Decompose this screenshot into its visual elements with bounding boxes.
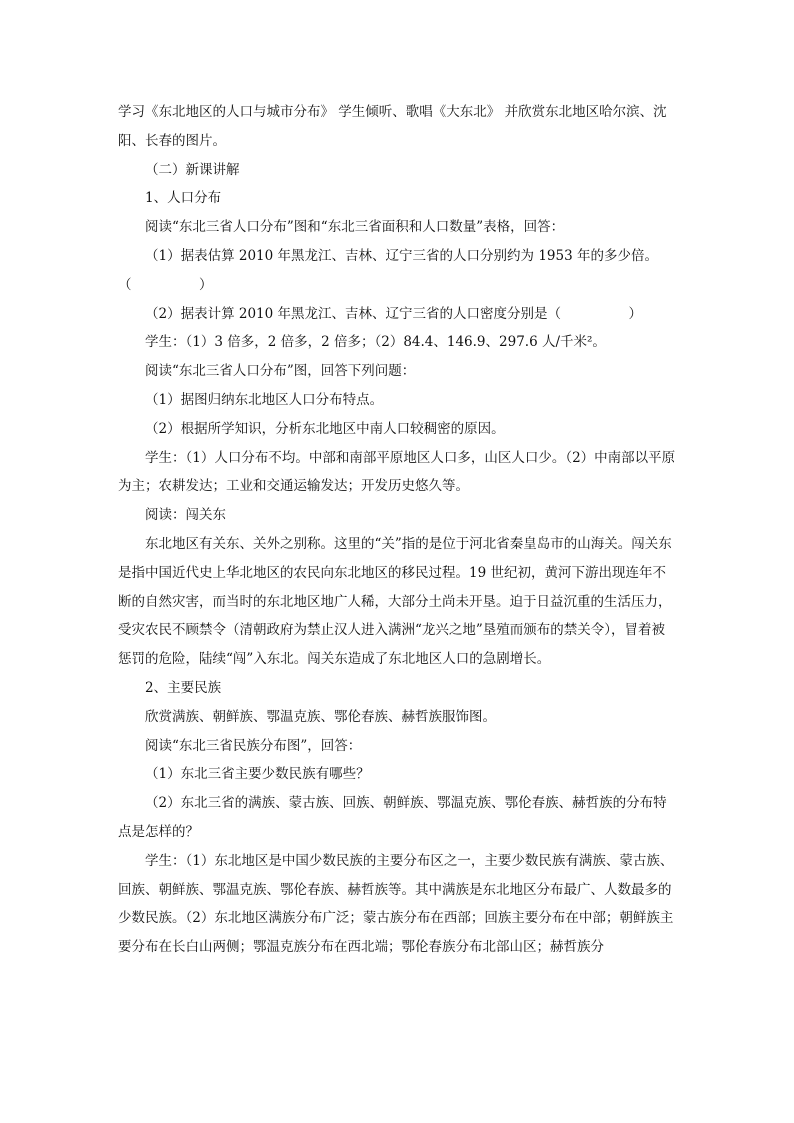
question-2-density: （2）据表计算 2010 年黑龙江、吉林、辽宁三省的人口密度分别是（ ） — [145, 305, 643, 322]
paragraph-reading-task-1: 阅读“东北三省人口分布”图和“东北三省面积和人口数量”表格，回答： — [145, 219, 565, 236]
reading-heading-chuang-guandong: 阅读：闯关东 — [145, 507, 226, 524]
answer-blank-1: （ ） — [118, 276, 213, 293]
paragraph-reading-task-2: 阅读“东北三省人口分布”图，回答下列问题： — [145, 363, 416, 380]
question-minority-groups: （1）东北三省主要少数民族有哪些？ — [145, 766, 370, 783]
question-dense-reasons: （2）根据所学知识，分析东北地区中南人口较稠密的原因。 — [145, 420, 505, 437]
paragraph-chuang-guandong: 东北地区有关东、关外之别称。这里的“关”指的是位于河北省秦皇岛市的山海关。闯关东是指中国近代史上华北地区的农民向东北地区的移民过程。19 世纪初，黄河下游出现连年不断的自然灾害，而当时的东北地区地广人稀，大部分土尚未开垦。迫于日益沉重的生活压力，受灾农民不顾禁令（清朝政府为禁止汉人进入满洲“龙兴之地”垦殖而颁布的禁关令），冒着被惩罚的危险，陆续“闯”入东北。闯关东造成了东北地区人口的急剧增长。 — [118, 535, 672, 668]
paragraph-reading-task-3: 阅读“东北三省民族分布图”，回答： — [145, 737, 362, 754]
subheading-main-ethnic-groups: 2、主要民族 — [145, 679, 222, 696]
section-heading-new-lesson: （二）新课讲解 — [145, 161, 240, 178]
paragraph-costume-images: 欣赏满族、朝鲜族、鄂温克族、鄂伦春族、赫哲族服饰图。 — [145, 708, 496, 725]
student-answer-3: 学生：（1）东北地区是中国少数民族的主要分布区之一，主要少数民族有满族、蒙古族、回族、朝鲜族、鄂温克族、鄂伦春族、赫哲族等。其中满族是东北地区分布最广、人数最多的少数民族。（2）东北地区满族分布广泛；蒙古族分布在西部；回族主要分布在中部；朝鲜族主要分布在长白山两侧；鄂温克族分布在西北端；鄂伦春族分布北部山区；赫哲族分 — [118, 852, 674, 956]
document-body — [118, 98, 678, 962]
subheading-population-distribution: 1、人口分布 — [145, 190, 222, 207]
student-answer-2: 学生：（1）人口分布不均。中部和南部平原地区人口多，山区人口少。（2）中南部以平原为主；农耕发达；工业和交通运输发达；开发历史悠久等。 — [118, 449, 676, 495]
question-1-estimate: （1）据表估算 2010 年黑龙江、吉林、辽宁三省的人口分别约为 1953 年的多少倍。 — [145, 247, 658, 264]
paragraph-intro: 学习《东北地区的人口与城市分布》 学生倾听、歌唱《大东北》 并欣赏东北地区哈尔滨、沈阳、长春的图片。 — [118, 104, 667, 149]
question-distribution-features: （1）据图归纳东北地区人口分布特点。 — [145, 391, 384, 408]
question-ethnic-distribution: （2）东北三省的满族、蒙古族、回族、朝鲜族、鄂温克族、鄂伦春族、赫哲族的分布特点是怎样的？ — [118, 795, 667, 840]
student-answer-1: 学生：（1）3 倍多，2 倍多，2 倍多；（2）84.4、146.9、297.6 人/千米²。 — [145, 334, 606, 351]
